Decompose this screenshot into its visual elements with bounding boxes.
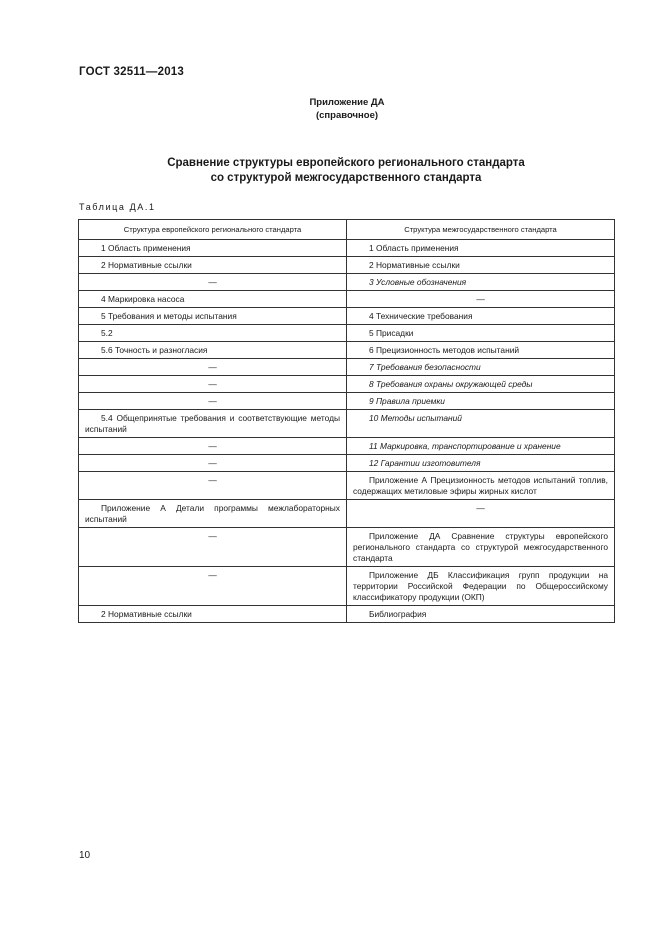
right-cell: 6 Прецизионность методов испытаний	[347, 342, 615, 359]
right-cell: Библиография	[347, 606, 615, 623]
table-row	[79, 291, 615, 308]
right-cell: 4 Технические требования	[347, 308, 615, 325]
table-row	[79, 455, 615, 472]
table-row	[79, 567, 615, 606]
left-cell: 5.6 Точность и разногласия	[79, 342, 347, 359]
header-interstate-structure: Структура межгосударственного стандарта	[347, 220, 615, 240]
table-row	[79, 410, 615, 438]
left-cell: —	[79, 567, 347, 606]
right-cell: —	[347, 291, 615, 308]
table-row	[79, 606, 615, 623]
right-cell: 7 Требования безопасности	[347, 359, 615, 376]
header-european-structure: Структура европейского регионального стандарта	[79, 220, 347, 240]
left-cell: 5 Требования и методы испытания	[79, 308, 347, 325]
left-cell: —	[79, 438, 347, 455]
table-row	[79, 257, 615, 274]
table-row	[79, 274, 615, 291]
annex-heading	[0, 96, 661, 122]
left-cell: 2 Нормативные ссылки	[79, 606, 347, 623]
left-cell: —	[79, 376, 347, 393]
right-cell: —	[347, 500, 615, 528]
left-cell: 4 Маркировка насоса	[79, 291, 347, 308]
table-label: Таблица ДА.1	[79, 202, 156, 212]
right-cell: 12 Гарантии изготовителя	[347, 455, 615, 472]
left-cell: 2 Нормативные ссылки	[79, 257, 347, 274]
left-cell: 5.2	[79, 325, 347, 342]
left-cell: —	[79, 393, 347, 410]
annex-main-title	[0, 156, 661, 186]
right-cell: 10 Методы испытаний	[347, 410, 615, 438]
right-cell: 5 Присадки	[347, 325, 615, 342]
table-row	[79, 325, 615, 342]
main-title-line-1: Сравнение структуры европейского регионального стандарта	[167, 157, 525, 169]
right-cell: Приложение А Прецизионность методов испытаний топлив, содержащих метиловые эфиры жирных кислот	[347, 472, 615, 500]
left-cell: —	[79, 528, 347, 567]
right-cell: 11 Маркировка, транспортирование и хранение	[347, 438, 615, 455]
main-title-line-2: со структурой межгосударственного стандарта	[210, 172, 482, 184]
table-row	[79, 438, 615, 455]
table-header-row	[79, 220, 615, 240]
left-cell: Приложение А Детали программы межлабораторных испытаний	[79, 500, 347, 528]
table-row	[79, 500, 615, 528]
right-cell: Приложение ДБ Классификация групп продукции на территории Российской Федерации по Общероссийскому классификатору продукции (ОКП)	[347, 567, 615, 606]
table-row	[79, 342, 615, 359]
left-cell: —	[79, 472, 347, 500]
right-cell: 2 Нормативные ссылки	[347, 257, 615, 274]
standard-code: ГОСТ 32511—2013	[79, 66, 184, 78]
table-row	[79, 472, 615, 500]
right-cell: Приложение ДА Сравнение структуры европейского регионального стандарта со структурой межгосударственного стандарта	[347, 528, 615, 567]
table-row	[79, 528, 615, 567]
right-cell: 1 Область применения	[347, 240, 615, 257]
left-cell: 1 Область применения	[79, 240, 347, 257]
structure-comparison-table	[78, 219, 615, 623]
right-cell: 9 Правила приемки	[347, 393, 615, 410]
table-row	[79, 308, 615, 325]
left-cell: —	[79, 274, 347, 291]
left-cell: 5.4 Общепринятые требования и соответствующие методы испытаний	[79, 410, 347, 438]
annex-subtitle: (справочное)	[315, 110, 379, 121]
right-cell: 8 Требования охраны окружающей среды	[347, 376, 615, 393]
left-cell: —	[79, 455, 347, 472]
table-row	[79, 393, 615, 410]
left-cell: —	[79, 359, 347, 376]
table-row	[79, 359, 615, 376]
page-number: 10	[79, 850, 91, 861]
annex-title: Приложение ДА	[309, 97, 385, 108]
table-row	[79, 240, 615, 257]
right-cell: 3 Условные обозначения	[347, 274, 615, 291]
table-row	[79, 376, 615, 393]
